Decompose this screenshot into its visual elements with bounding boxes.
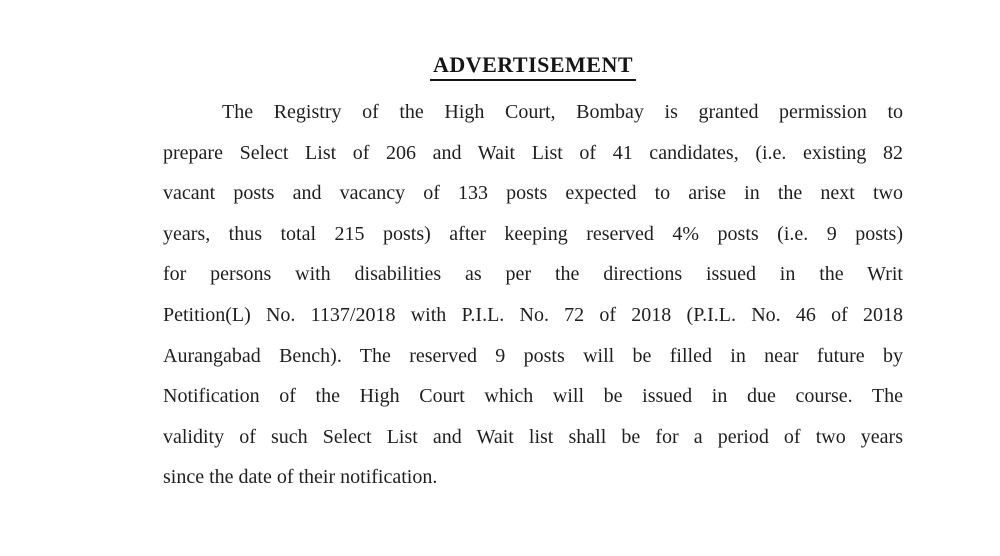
- paragraph-line: The Registry of the High Court, Bombay is granted permission to: [222, 101, 903, 123]
- paragraph-line: Petition(L) No. 1137/2018 with P.I.L. No. 72 of 2018 (P.I.L. No. 46 of 2018: [163, 303, 903, 326]
- paragraph-line: years, thus total 215 posts) after keeping reserved 4% posts (i.e. 9 posts): [163, 222, 903, 245]
- document-title-row: [163, 52, 903, 81]
- paragraph-line: Notification of the High Court which will be issued in due course. The: [163, 385, 903, 408]
- paragraph-line: for persons with disabilities as per the directions issued in the Writ: [163, 263, 903, 286]
- paragraph-line: Aurangabad Bench). The reserved 9 posts will be filled in near future by: [163, 344, 903, 367]
- paragraph-line: validity of such Select List and Wait list shall be for a period of two years: [163, 425, 903, 448]
- paragraph-line: vacant posts and vacancy of 133 posts expected to arise in the next two: [163, 182, 903, 205]
- paragraph-line: since the date of their notification.: [163, 466, 438, 489]
- paragraph-line: prepare Select List of 206 and Wait List of 41 candidates, (i.e. existing 82: [163, 141, 903, 164]
- document-title: ADVERTISEMENT: [430, 52, 636, 81]
- advertisement-paragraph: [163, 92, 903, 498]
